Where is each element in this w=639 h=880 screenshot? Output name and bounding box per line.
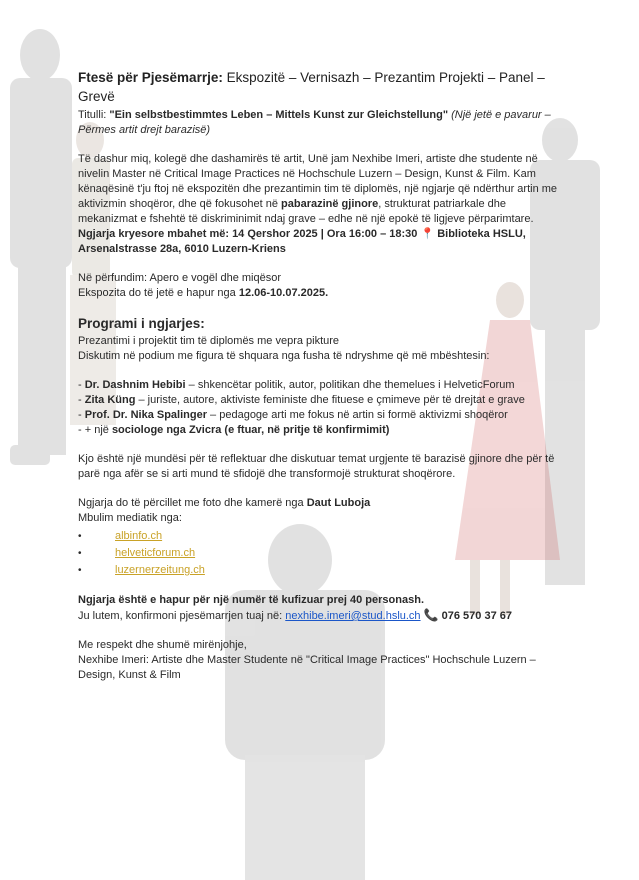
media-link-luzernerzeitung[interactable]: luzernerzeitung.ch [115,564,205,576]
panelist-item: - Prof. Dr. Nika Spalinger – pedagoge arti me fokus në artin si formë aktivizmi shoqëror [78,409,508,421]
media-link-helveticforum[interactable]: helveticforum.ch [115,547,196,559]
program-item: Prezantimi i projektit tim të diplomës me vepra pikture [78,335,340,347]
media-partner-item: • albinfo.ch [78,530,163,542]
panelist-item: - Zita Küng – juriste, autore, aktiviste feministe dhe fituese e çmimeve për të drejtat e grave [78,394,525,406]
event-location: Biblioteka HSLU, [437,228,526,240]
title-translation: (Një jetë e pavarur – Përmes artit drejt barazisë) [78,109,551,136]
phone-icon: 📞 [423,608,439,622]
panelist-item: - Dr. Dashnim Hebibi – shkencëtar politik, autor, politikan dhe themelues i HelveticForum [78,379,515,391]
media-support-label: Mbulim mediatik nga: [78,512,182,524]
rsvp-email-link[interactable]: nexhibe.imeri@stud.hslu.ch [285,610,421,622]
intro-paragraph: Të dashur miq, kolegë dhe dashamirës të artit, Unë jam Nexhibe Imeri, artiste dhe studente në nivelin Master në Critical Image Practices në Hochschule Luzern – Design, Kunst & Film. Kam kënaqësinë t'ju ftoj në ekspozitën dhe prezantimin tim të diplomës, një ngjarje që ndërthur artin me aktivizmin shoqëror, dhe që fokusohet në pabarazinë gjinore, strukturat patriarkale dhe mekanizmat e fshehtë të diskriminimit ndaj grave – edhe në një epokë të ligjeve përparimtare. [78,153,558,225]
reflection-paragraph: Kjo është një mundësi për të reflektuar dhe diskutuar temat urgjente të barazisë gjinore dhe për të parë nga afër se si arti mund të sfidojë dhe transformojë strukturat shoqërore. [78,453,555,480]
rsvp-line: Ju lutem, konfirmoni pjesëmarrjen tuaj në: nexhibe.imeri@stud.hslu.ch 📞 076 570 37 67 [78,608,512,622]
media-partner-list [78,528,558,579]
event-details [78,227,558,257]
exhibit-dates-line: Ekspozita do të jetë e hapur nga 12.06-10.07.2025. [78,287,329,299]
title-line [78,108,558,138]
location-pin-icon: 📍 [420,228,435,240]
media-partner-item: • helveticforum.ch [78,547,196,559]
event-address: Arsenalstrasse 28a, 6010 Luzern-Kriens [78,243,286,255]
title-label: Titulli: [78,109,110,121]
capacity-notice: Ngjarja është e hapur për një numër të kufizuar prej 40 personash. [78,594,424,606]
exhibit-dates: 12.06-10.07.2025. [238,287,329,299]
panelist-item: - + një sociologe nga Zvicra (e ftuar, në pritje të konfirmimit) [78,424,390,436]
invitation-heading-bold: Ftesë për Pjesëmarrje: [78,70,223,85]
invitation-heading-rest: Ekspozitë – Vernisazh – Prezantim Projekti – Panel – Grevë [78,70,545,104]
event-date-time: Ngjarja kryesore mbahet më: 14 Qershor 2025 | Ora 16:00 – 18:30 [78,228,418,240]
title-german: "Ein selbstbestimmtes Leben – Mittels Kunst zur Gleichstellung" [109,109,449,121]
photographer-name: Daut Luboja [306,497,371,509]
program-item: Diskutim në podium me figura të shquara nga fusha të ndryshme që më mbështesin: [78,350,490,362]
media-partner-item: • luzernerzeitung.ch [78,564,205,576]
signature-line: Nexhibe Imeri: Artiste dhe Master Studente në "Critical Image Practices" Hochschule Luzern – Design, Kunst & Film [78,654,536,681]
phone-number: 076 570 37 67 [441,610,512,622]
photo-credit: Ngjarja do të përcillet me foto dhe kamerë nga Daut Luboja [78,497,371,509]
apero-line: Në përfundim: Apero e vogël dhe miqësor [78,272,282,284]
signature-greeting: Me respekt dhe shumë mirënjohje, [78,639,247,651]
invitation-heading [78,68,558,106]
intro-highlight: pabarazinë gjinore [281,198,379,210]
panelist-list [78,378,558,438]
media-link-albinfo[interactable]: albinfo.ch [115,530,163,542]
invitation-document [78,68,558,683]
program-heading: Programi i ngjarjes: [78,316,205,331]
